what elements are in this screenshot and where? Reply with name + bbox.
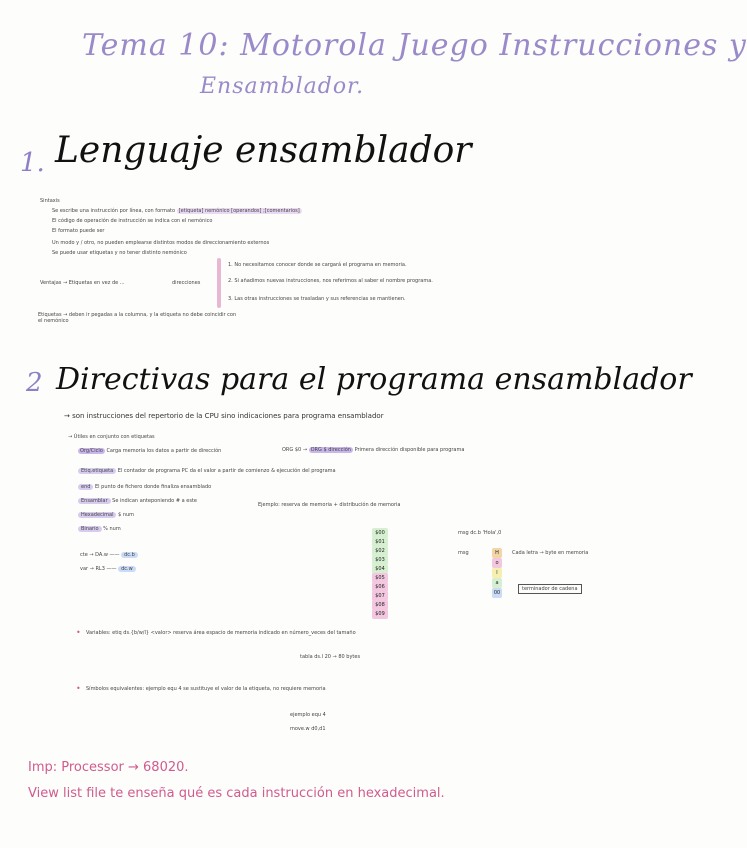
format-highlight: [etiqueta] nemónico [operandos] ;[comentarios] <box>178 208 300 214</box>
char-cell: H <box>492 548 502 558</box>
section-number-1: 1. <box>20 148 45 178</box>
bullet-3: El formato puede ser <box>52 228 105 234</box>
memory-cell: $06 <box>372 582 388 592</box>
directive-desc: El punto de fichero donde finaliza ensamblado <box>95 484 212 490</box>
msg-label: msg <box>458 550 469 556</box>
dc-b: dc.b <box>121 552 138 558</box>
hola-label <box>458 530 501 536</box>
equ-example-2: move.w d0,d1 <box>290 726 326 732</box>
org-example-text: ORG $0 → <box>282 447 308 453</box>
section-heading-2: Directivas para el programa ensamblador <box>56 362 692 397</box>
tabla-example: tabla ds.l 20 → 80 bytes <box>300 654 361 660</box>
directive-row-ensamblar <box>78 498 197 504</box>
example-label: Ejemplo: reserva de memoria + distribución de memoria <box>258 502 401 508</box>
bullet-icon: • <box>76 628 81 637</box>
directive-row-end <box>78 484 211 490</box>
directive-desc: El contador de programa PC da el valor a partir de comienzo & ejecución del programa <box>117 468 336 474</box>
char-cell: a <box>492 578 502 588</box>
char-cell: 00 <box>493 590 501 596</box>
dc-example-2: var → RL3 —— dc.w <box>80 566 136 572</box>
char-cell: o <box>492 558 502 568</box>
memory-cell: $02 <box>372 546 388 556</box>
dc-w: dc.w <box>118 566 136 572</box>
directivas-intro: → son instrucciones del repertorio de la CPU sino indicaciones para programa ensamblador <box>64 412 384 420</box>
direcciones-label: direcciones <box>172 280 201 286</box>
page-title: Tema 10: Motorola Juego Instrucciones y <box>82 28 747 63</box>
footer-line-2: View list file te enseña qué es cada instrucción en hexadecimal. <box>28 786 445 801</box>
etiquetas-note: Etiquetas → deben ir pegadas a la columna, y la etiqueta no debe coincidir con el nemónico <box>38 312 237 324</box>
equ-example-1: ejemplo equ 4 <box>290 712 326 718</box>
directive-name: Org/Ciclo <box>80 448 103 454</box>
memory-cell: $07 <box>372 591 388 601</box>
cadena-note: Cada letra → byte en memoria <box>512 550 589 556</box>
directive-desc: Se indican anteponiendo # a este <box>112 498 197 504</box>
ventaja-3: 3. Las otras instrucciones se trasladan y sus referencias se mantienen. <box>228 296 406 302</box>
var-note: Variables: etiq ds.{b/w/l} <valor> reserva área espacio de memoria indicado en número_veces del tamaño <box>86 630 356 636</box>
memory-cell: $01 <box>372 537 388 547</box>
ventaja-2: 2. Si añadimos nuevas instrucciones, nos referimos al saber el nombre programa. <box>228 278 433 284</box>
directive-desc: % num <box>103 526 121 532</box>
bullet-2: El código de operación de instrucción se indica con el nemónico <box>52 218 213 224</box>
memory-cell: $00 <box>372 528 388 538</box>
directive-desc: $ num <box>118 512 135 518</box>
hola-text: msg dc.b 'Hola',0 <box>458 530 502 536</box>
org-note: Primera dirección disponible para programa <box>354 447 465 453</box>
directive-name: Ensamblar <box>78 498 111 504</box>
memory-cell: $09 <box>372 609 388 619</box>
org-highlight: ORG $ dirección <box>310 447 351 453</box>
memory-cell: $08 <box>372 600 388 610</box>
ventaja-1: 1. No necesitamos conocer donde se cargará el programa en memoria. <box>228 262 407 268</box>
memory-cell: $05 <box>372 573 388 583</box>
simbolos-note: Símbolos equivalentes: ejemplo equ 4 se sustituye el valor de la etiqueta, no requiere memoria <box>86 686 326 692</box>
section-heading-1: Lenguaje ensamblador <box>55 130 472 171</box>
bullet-text: Se escribe una instrucción por línea, con formato <box>52 208 176 214</box>
section-number-2: 2 <box>26 368 43 398</box>
directivas-subintro: → Útiles en conjunto con etiquetas <box>68 434 155 440</box>
page-title-line2: Ensamblador. <box>200 74 365 99</box>
footer-line-1: Imp: Processor → 68020. <box>28 760 189 775</box>
org-example <box>282 447 464 453</box>
ventajas-label: Ventajas → Etiquetas en vez de ... <box>40 280 125 286</box>
directive-row-org <box>78 448 221 454</box>
terminador-box: terminador de cadena <box>518 584 582 594</box>
directive-name: Hexadecimal <box>78 512 116 518</box>
memory-cell: $03 <box>372 555 388 565</box>
memory-cell: $04 <box>372 564 388 574</box>
bullet-1 <box>52 208 302 214</box>
directive-desc: Carga memoria los datos a partir de dirección <box>106 448 222 454</box>
directive-name: end <box>78 484 93 490</box>
sintaxis-label: Sintaxis <box>40 198 60 204</box>
bracket-bar <box>217 258 221 308</box>
bullet-icon-2: • <box>76 684 81 693</box>
directive-row-bin <box>78 526 121 532</box>
directive-name: Binario <box>78 526 102 532</box>
directive-row-etiq <box>78 468 336 474</box>
directive-name: Etiq.etiqueta <box>78 468 116 474</box>
dc-example-1: cte → DA.w —— dc.b <box>80 552 138 558</box>
directive-row-hex <box>78 512 134 518</box>
char-cell: l <box>492 568 502 578</box>
bullet-4: Un modo y / otro, no pueden emplearse distintos modos de direccionamiento externos <box>52 240 270 246</box>
bullet-5: Se puede usar etiquetas y no tener distinto nemónico <box>52 250 187 256</box>
